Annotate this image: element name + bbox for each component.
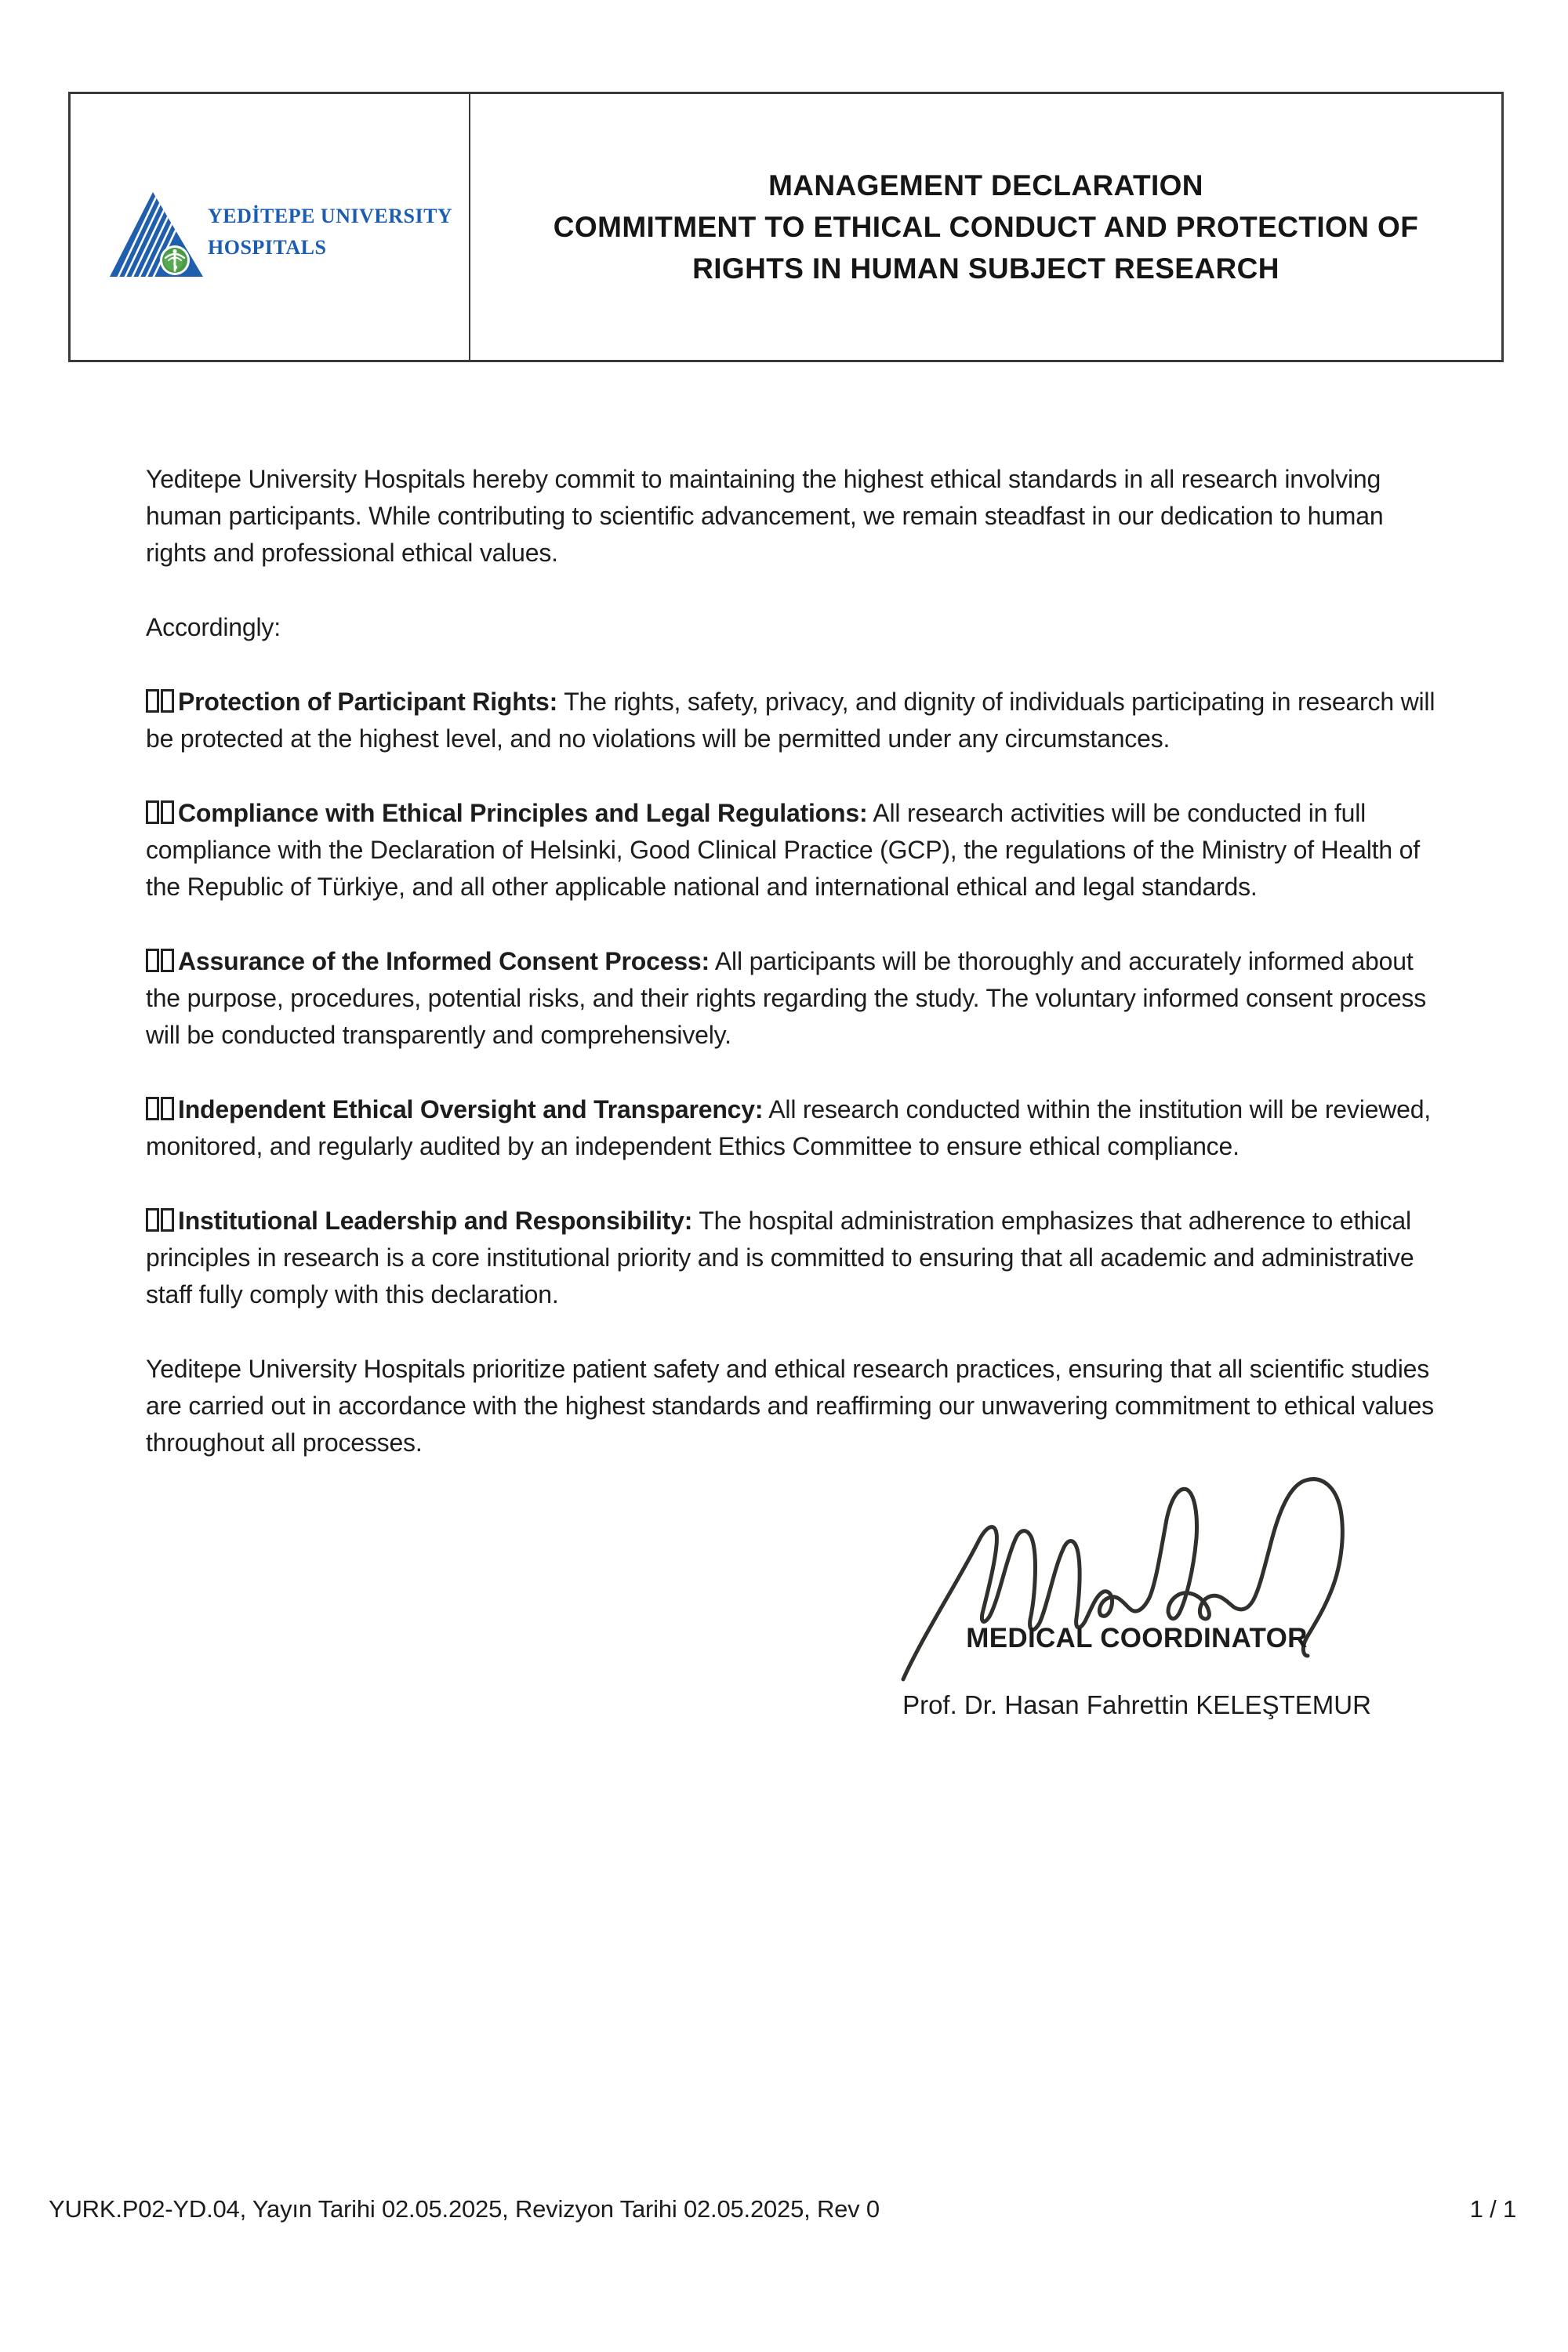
footer [49, 2195, 1516, 2223]
declaration-item [146, 795, 1447, 906]
missing-glyph-icon [146, 949, 159, 972]
document-title [554, 165, 1418, 289]
item-text: The hospital administration emphasizes that adherence to ethical principles in research is a core institutional priority and is committed to ensuring that all academic and administrative staff fully comply with this declaration. [146, 1207, 1414, 1308]
item-heading: Institutional Leadership and Responsibility: [178, 1207, 693, 1235]
missing-glyph-icon [161, 1208, 174, 1232]
missing-glyph-icon [146, 689, 159, 713]
document-body [146, 461, 1447, 1499]
signature-name: Prof. Dr. Hasan Fahrettin KELEŞTEMUR [902, 1690, 1371, 1719]
title-line-1: MANAGEMENT DECLARATION [768, 169, 1203, 201]
header-box [68, 92, 1504, 362]
item-heading: Independent Ethical Oversight and Transparency: [178, 1095, 764, 1123]
item-text: The rights, safety, privacy, and dignity of individuals participating in research will be protected at the highest level, and no violations will be permitted under any circumstances. [146, 688, 1436, 753]
header-title-cell [470, 94, 1501, 360]
logo-org-name: YEDİTEPE UNIVERSITY [208, 205, 453, 227]
declaration-item [146, 1091, 1447, 1165]
declaration-item [146, 943, 1447, 1054]
missing-glyph-icon [161, 800, 174, 824]
missing-glyph-icon [161, 1097, 174, 1120]
title-line-2: COMMITMENT TO ETHICAL CONDUCT AND PROTECTION OF [553, 211, 1419, 243]
hospital-logo-triangle-icon [108, 191, 206, 280]
header-logo-cell [71, 94, 470, 360]
missing-glyph-icon [146, 1097, 159, 1120]
item-text: All research conducted within the institution will be reviewed, monitored, and regularly audited by an independent Ethics Committee to ensure ethical compliance. [146, 1095, 1431, 1160]
item-text: All research activities will be conducted in full compliance with the Declaration of Helsinki, Good Clinical Practice (GCP), the regulations of the Ministry of Health of the Republic of Türkiye, and all other applicable national and international ethical and legal standards. [146, 799, 1420, 901]
intro-paragraph: Yeditepe University Hospitals hereby commit to maintaining the highest ethical standards in all research involving human participants. While contributing to scientific advancement, we remain steadfast in our dedication to human rights and professional ethical values. [146, 465, 1384, 567]
missing-glyph-icon [146, 1208, 159, 1232]
item-heading: Protection of Participant Rights: [178, 688, 558, 716]
footer-document-reference: YURK.P02-YD.04, Yayın Tarihi 02.05.2025, Revizyon Tarihi 02.05.2025, Rev 0 [49, 2195, 880, 2223]
missing-glyph-icon [146, 800, 159, 824]
missing-glyph-icon [161, 689, 174, 713]
declaration-item [146, 684, 1447, 757]
missing-glyph-icon [161, 949, 174, 972]
signature-role: MEDICAL COORDINATOR [966, 1623, 1308, 1653]
logo-org-subname: HOSPITALS [208, 236, 327, 259]
footer-page-number: 1 / 1 [1469, 2195, 1516, 2223]
declaration-item [146, 1203, 1447, 1313]
globe-caduceus-icon [160, 245, 190, 275]
item-text: All participants will be thoroughly and accurately informed about the purpose, procedures, potential risks, and their rights regarding the study. The voluntary informed consent process will be conducted transparently and comprehensively. [146, 947, 1427, 1049]
item-heading: Assurance of the Informed Consent Process: [178, 947, 710, 975]
accordingly-label: Accordingly: [146, 613, 281, 641]
item-heading: Compliance with Ethical Principles and Legal Regulations: [178, 799, 868, 827]
title-line-3: RIGHTS IN HUMAN SUBJECT RESEARCH [692, 252, 1279, 285]
closing-paragraph: Yeditepe University Hospitals prioritize patient safety and ethical research practices, ensuring that all scientific studies are carried out in accordance with the highest standards and reaffirming our unwavering commitment to ethical values throughout all processes. [146, 1355, 1434, 1457]
